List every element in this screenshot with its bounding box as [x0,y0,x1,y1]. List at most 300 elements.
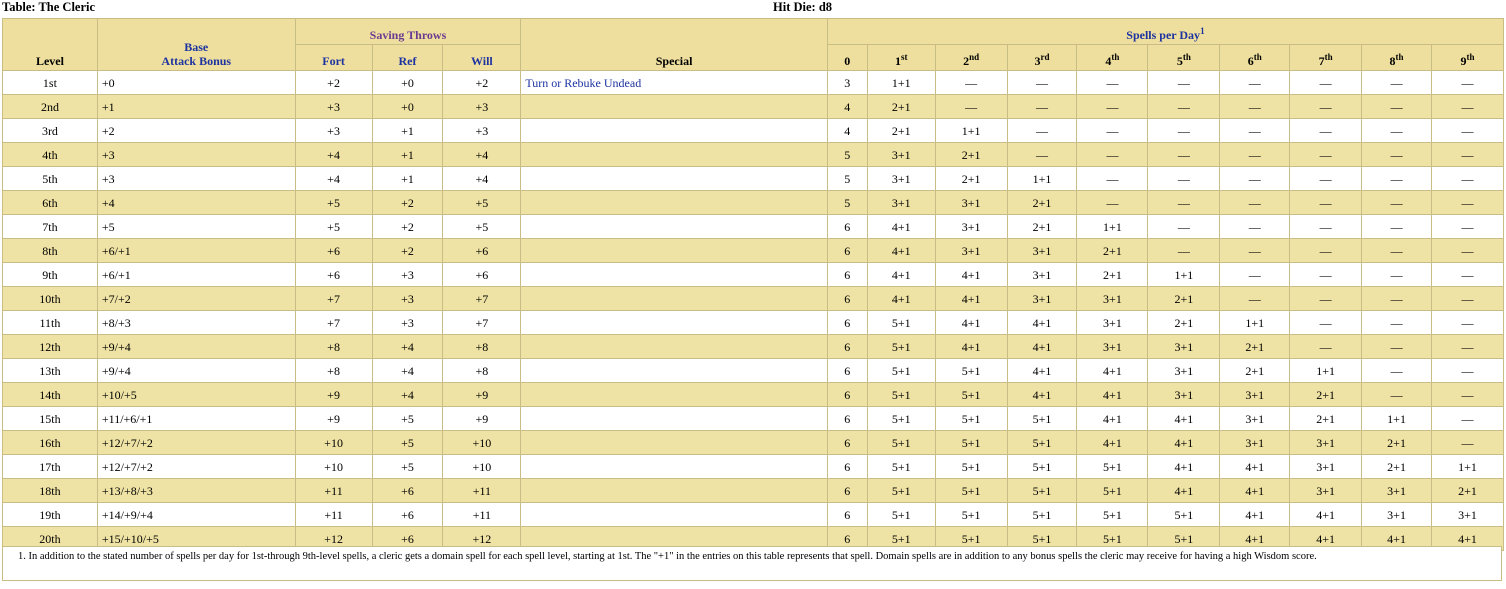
cell-spells-level-7: — [1290,263,1362,287]
table-row [3,263,1504,287]
header-spell-level-2 [935,45,1007,71]
cell-level: 13th [3,359,98,383]
cell-spells-level-4: 2+1 [1077,239,1148,263]
spell-level-ordinal: th [1111,52,1120,62]
cell-spells-level-1: 5+1 [867,407,935,431]
cell-level: 15th [3,407,98,431]
cell-spells-level-4: 3+1 [1077,287,1148,311]
cell-fort: +6 [295,239,372,263]
cell-ref: +5 [372,455,443,479]
cell-fort: +8 [295,335,372,359]
spell-level-number: 5 [1176,54,1183,68]
cell-ref: +4 [372,383,443,407]
cell-spells-level-7: 4+1 [1290,527,1362,551]
table-row [3,143,1504,167]
cell-spells-level-7: — [1290,215,1362,239]
cell-spells-level-1: 3+1 [867,143,935,167]
cell-fort: +12 [295,527,372,551]
cell-spells-level-9: 4+1 [1432,527,1504,551]
cell-spells-level-4: 1+1 [1077,215,1148,239]
cell-spells-level-3: 5+1 [1007,455,1077,479]
cell-special [521,239,828,263]
cell-ref: +3 [372,287,443,311]
cell-spells-level-5: 4+1 [1148,431,1220,455]
cell-spells-level-7: — [1290,311,1362,335]
header-spells-per-day[interactable] [827,19,1503,45]
spell-level-number: 4 [1105,54,1112,68]
cell-spells-level-5: — [1148,167,1220,191]
spell-level-ordinal: th [1182,52,1191,62]
cell-spells-level-9: — [1432,167,1504,191]
cell-will: +3 [443,95,521,119]
cell-spells-level-2: 5+1 [935,455,1007,479]
cell-fort: +10 [295,431,372,455]
cell-spells-level-0: 3 [827,71,867,95]
cell-will: +9 [443,383,521,407]
header-spell-level-1 [867,45,935,71]
header-bab-line1: Base [184,40,209,54]
cell-fort: +10 [295,455,372,479]
cell-spells-level-9: — [1432,383,1504,407]
cell-level: 4th [3,143,98,167]
cell-will: +5 [443,191,521,215]
cell-spells-level-5: 4+1 [1148,479,1220,503]
cell-will: +8 [443,359,521,383]
cell-spells-level-0: 6 [827,431,867,455]
cell-spells-level-8: 2+1 [1362,431,1432,455]
cell-spells-level-3: 5+1 [1007,503,1077,527]
cell-bab: +2 [97,119,295,143]
cell-ref: +5 [372,407,443,431]
cell-spells-level-4: 2+1 [1077,263,1148,287]
cell-spells-level-5: 4+1 [1148,407,1220,431]
cell-spells-level-5: — [1148,71,1220,95]
table-row [3,95,1504,119]
cell-spells-level-9: 3+1 [1432,503,1504,527]
spell-level-number: 1 [894,54,901,68]
cell-spells-level-5: — [1148,215,1220,239]
table-row [3,191,1504,215]
cell-fort: +3 [295,119,372,143]
cell-spells-level-3: 5+1 [1007,479,1077,503]
cell-spells-level-4: 4+1 [1077,383,1148,407]
cell-spells-level-6: — [1220,191,1290,215]
cell-spells-level-1: 4+1 [867,263,935,287]
cell-spells-level-7: — [1290,191,1362,215]
cell-spells-level-0: 4 [827,119,867,143]
cell-special [521,143,828,167]
cell-spells-level-5: 4+1 [1148,455,1220,479]
cell-bab: +5 [97,215,295,239]
cell-spells-level-3: — [1007,95,1077,119]
cell-spells-level-1: 5+1 [867,527,935,551]
cell-spells-level-2: 5+1 [935,479,1007,503]
cell-special[interactable]: Turn or Rebuke Undead [521,71,828,95]
cell-bab: +3 [97,143,295,167]
cell-will: +6 [443,263,521,287]
cell-spells-level-3: 4+1 [1007,335,1077,359]
cell-spells-level-4: 3+1 [1077,335,1148,359]
cell-spells-level-5: — [1148,143,1220,167]
cell-level: 8th [3,239,98,263]
cell-spells-level-1: 4+1 [867,287,935,311]
cell-bab: +3 [97,167,295,191]
cell-spells-level-2: 4+1 [935,263,1007,287]
table-row [3,383,1504,407]
cell-will: +5 [443,215,521,239]
cell-bab: +6/+1 [97,239,295,263]
cell-spells-level-3: 5+1 [1007,431,1077,455]
cell-spells-level-5: — [1148,191,1220,215]
header-spell-level-3 [1007,45,1077,71]
cell-spells-level-2: 4+1 [935,311,1007,335]
cell-bab: +12/+7/+2 [97,455,295,479]
cell-spells-level-4: — [1077,119,1148,143]
header-spell-level-4 [1077,45,1148,71]
cell-spells-level-5: 5+1 [1148,527,1220,551]
header-fort[interactable]: Fort [295,45,372,71]
cell-spells-level-0: 6 [827,359,867,383]
cell-spells-level-8: 3+1 [1362,503,1432,527]
cell-spells-level-0: 6 [827,503,867,527]
cell-spells-level-3: 2+1 [1007,191,1077,215]
cell-spells-level-2: 5+1 [935,431,1007,455]
cell-ref: +0 [372,71,443,95]
cleric-table [2,18,1504,551]
cell-spells-level-5: 3+1 [1148,335,1220,359]
header-bab[interactable] [97,19,295,71]
cell-spells-level-4: — [1077,71,1148,95]
cell-spells-level-8: 4+1 [1362,527,1432,551]
cell-spells-level-4: — [1077,191,1148,215]
cell-bab: +13/+8/+3 [97,479,295,503]
cell-level: 6th [3,191,98,215]
cell-level: 2nd [3,95,98,119]
table-title: Table: The Cleric [2,0,96,14]
cell-level: 9th [3,263,98,287]
cell-bab: +0 [97,71,295,95]
cell-ref: +2 [372,215,443,239]
cell-spells-level-0: 5 [827,143,867,167]
cell-spells-level-8: — [1362,263,1432,287]
cell-will: +2 [443,71,521,95]
cell-spells-level-0: 6 [827,263,867,287]
cell-special [521,311,828,335]
cell-spells-level-8: — [1362,119,1432,143]
cell-spells-level-7: 3+1 [1290,431,1362,455]
cell-spells-level-2: 5+1 [935,503,1007,527]
cell-spells-level-0: 6 [827,383,867,407]
cell-spells-level-2: 5+1 [935,407,1007,431]
cell-ref: +4 [372,335,443,359]
cell-spells-level-9: — [1432,191,1504,215]
header-level: Level [3,19,98,71]
cell-fort: +4 [295,143,372,167]
cell-spells-level-7: — [1290,143,1362,167]
cell-spells-level-4: 5+1 [1077,527,1148,551]
cell-spells-level-3: 4+1 [1007,311,1077,335]
cell-level: 20th [3,527,98,551]
table-row [3,407,1504,431]
cell-special [521,359,828,383]
cell-bab: +14/+9/+4 [97,503,295,527]
header-spells-label: Spells per Day [1126,28,1201,42]
cell-spells-level-5: 2+1 [1148,287,1220,311]
cell-spells-level-2: 2+1 [935,143,1007,167]
cell-spells-level-4: 4+1 [1077,431,1148,455]
table-body [3,71,1504,551]
cell-spells-level-9: 2+1 [1432,479,1504,503]
spell-level-ordinal: th [1253,52,1262,62]
cell-ref: +1 [372,143,443,167]
cell-spells-level-9: — [1432,95,1504,119]
cell-level: 5th [3,167,98,191]
cell-spells-level-4: — [1077,167,1148,191]
cell-ref: +6 [372,503,443,527]
cell-level: 12th [3,335,98,359]
cell-bab: +12/+7/+2 [97,431,295,455]
cell-spells-level-4: 4+1 [1077,359,1148,383]
header-spell-level-9 [1432,45,1504,71]
cell-spells-level-6: — [1220,167,1290,191]
cell-spells-level-1: 1+1 [867,71,935,95]
cell-spells-level-4: 5+1 [1077,479,1148,503]
table-caption [0,0,1506,16]
cell-bab: +11/+6/+1 [97,407,295,431]
cell-spells-level-3: 1+1 [1007,167,1077,191]
cell-spells-level-7: 3+1 [1290,479,1362,503]
cell-spells-level-3: 5+1 [1007,407,1077,431]
cell-bab: +9/+4 [97,335,295,359]
cell-bab: +4 [97,191,295,215]
cell-spells-level-6: 2+1 [1220,359,1290,383]
cell-spells-level-5: 3+1 [1148,383,1220,407]
cell-spells-level-7: 2+1 [1290,407,1362,431]
cell-spells-level-5: 5+1 [1148,503,1220,527]
cell-spells-level-3: 3+1 [1007,287,1077,311]
cell-ref: +1 [372,167,443,191]
cell-spells-level-8: — [1362,215,1432,239]
cell-fort: +7 [295,287,372,311]
cell-spells-level-6: 4+1 [1220,479,1290,503]
cell-spells-level-2: 5+1 [935,383,1007,407]
cell-spells-level-6: 4+1 [1220,503,1290,527]
cell-spells-level-6: 4+1 [1220,455,1290,479]
cell-special [521,455,828,479]
cell-bab: +1 [97,95,295,119]
table-row [3,311,1504,335]
cell-spells-level-0: 6 [827,239,867,263]
cell-spells-level-1: 5+1 [867,503,935,527]
cell-bab: +15/+10/+5 [97,527,295,551]
spell-level-number: 8 [1389,54,1396,68]
cell-level: 10th [3,287,98,311]
cell-ref: +2 [372,239,443,263]
cell-spells-level-5: 3+1 [1148,359,1220,383]
cell-spells-level-4: 4+1 [1077,407,1148,431]
cell-spells-level-7: — [1290,119,1362,143]
cell-ref: +6 [372,479,443,503]
cell-spells-level-4: — [1077,95,1148,119]
cell-spells-level-2: 4+1 [935,287,1007,311]
cell-fort: +11 [295,479,372,503]
cell-will: +7 [443,287,521,311]
spell-level-number: 7 [1318,54,1325,68]
header-spell-level-5 [1148,45,1220,71]
cell-special [521,431,828,455]
cell-spells-level-9: — [1432,239,1504,263]
header-ref[interactable]: Ref [372,45,443,71]
cell-level: 18th [3,479,98,503]
cell-spells-level-9: — [1432,143,1504,167]
cell-spells-level-0: 4 [827,95,867,119]
table-row [3,335,1504,359]
cell-spells-level-8: 2+1 [1362,455,1432,479]
cell-ref: +4 [372,359,443,383]
cell-spells-level-9: — [1432,71,1504,95]
cell-spells-level-1: 5+1 [867,431,935,455]
cell-spells-level-3: 4+1 [1007,383,1077,407]
cell-ref: +5 [372,431,443,455]
cell-will: +10 [443,431,521,455]
cell-spells-level-6: 3+1 [1220,407,1290,431]
cell-will: +9 [443,407,521,431]
cell-will: +12 [443,527,521,551]
cell-spells-level-1: 5+1 [867,359,935,383]
cell-spells-level-0: 6 [827,479,867,503]
cell-spells-level-3: 5+1 [1007,527,1077,551]
cell-spells-level-5: 2+1 [1148,311,1220,335]
cell-ref: +0 [372,95,443,119]
cell-spells-level-1: 5+1 [867,383,935,407]
spell-level-ordinal: nd [969,52,980,62]
cell-fort: +9 [295,383,372,407]
cell-fort: +5 [295,215,372,239]
cell-spells-level-3: — [1007,119,1077,143]
cell-spells-level-1: 3+1 [867,191,935,215]
cell-spells-level-3: 3+1 [1007,239,1077,263]
spell-level-ordinal: th [1395,52,1404,62]
cell-spells-level-6: — [1220,239,1290,263]
cell-spells-level-6: — [1220,263,1290,287]
cell-fort: +5 [295,191,372,215]
cell-spells-level-2: — [935,95,1007,119]
cell-spells-level-8: — [1362,95,1432,119]
cell-spells-level-3: 4+1 [1007,359,1077,383]
table-row [3,287,1504,311]
table-row [3,119,1504,143]
hit-die: Hit Die: d8 [773,0,833,14]
cell-spells-level-9: — [1432,335,1504,359]
cell-ref: +3 [372,311,443,335]
cell-spells-level-8: — [1362,191,1432,215]
cell-spells-level-5: 1+1 [1148,263,1220,287]
table-row [3,359,1504,383]
cell-will: +10 [443,455,521,479]
cell-bab: +8/+3 [97,311,295,335]
cell-special [521,335,828,359]
cell-spells-level-1: 2+1 [867,119,935,143]
cell-spells-level-2: 3+1 [935,191,1007,215]
cell-spells-level-9: — [1432,287,1504,311]
cell-level: 11th [3,311,98,335]
cell-spells-level-3: 3+1 [1007,263,1077,287]
cell-spells-level-4: 3+1 [1077,311,1148,335]
cell-special [521,287,828,311]
cell-fort: +6 [295,263,372,287]
cell-spells-level-2: 5+1 [935,359,1007,383]
cell-fort: +2 [295,71,372,95]
cell-spells-level-8: 1+1 [1362,407,1432,431]
cell-spells-level-7: — [1290,239,1362,263]
spell-level-number: 0 [844,54,851,68]
cell-special [521,215,828,239]
cell-spells-level-6: — [1220,215,1290,239]
cell-spells-level-2: 4+1 [935,335,1007,359]
table-row [3,239,1504,263]
cell-spells-level-3: — [1007,143,1077,167]
cell-spells-level-7: 1+1 [1290,359,1362,383]
cell-spells-level-0: 6 [827,311,867,335]
table-row [3,431,1504,455]
header-saving-throws: Saving Throws [295,19,521,45]
cell-spells-level-8: — [1362,311,1432,335]
cell-spells-level-6: — [1220,119,1290,143]
cell-spells-level-2: 2+1 [935,167,1007,191]
header-row-1 [3,19,1504,45]
spell-level-ordinal: th [1324,52,1333,62]
cell-spells-level-6: — [1220,143,1290,167]
cell-spells-level-9: — [1432,119,1504,143]
cell-special [521,119,828,143]
cell-spells-level-2: — [935,71,1007,95]
cell-spells-level-8: — [1362,335,1432,359]
cell-special [521,167,828,191]
cell-spells-level-6: 3+1 [1220,383,1290,407]
cell-spells-level-1: 5+1 [867,335,935,359]
cell-spells-level-8: — [1362,287,1432,311]
cell-spells-level-6: — [1220,287,1290,311]
cell-special [521,479,828,503]
cell-spells-level-9: — [1432,311,1504,335]
cell-spells-level-8: — [1362,239,1432,263]
cell-spells-level-1: 2+1 [867,95,935,119]
cell-level: 14th [3,383,98,407]
cell-spells-level-2: 5+1 [935,527,1007,551]
cell-level: 19th [3,503,98,527]
cell-spells-level-6: 4+1 [1220,527,1290,551]
cell-special [521,383,828,407]
cell-bab: +9/+4 [97,359,295,383]
cell-level: 3rd [3,119,98,143]
cell-spells-level-7: — [1290,287,1362,311]
cell-spells-level-9: — [1432,407,1504,431]
header-will[interactable]: Will [443,45,521,71]
footnote: 1. In addition to the stated number of spells per day for 1st-through 9th-level spells, a cleric gets a domain spell for each spell level, starting at 1st. The "+1" in the entries on this table represents that spell. Domain spells are in addition to any bonus spells the cleric may receive for having a high Wisdom score. [2,546,1502,581]
cell-spells-level-0: 6 [827,287,867,311]
cell-fort: +3 [295,95,372,119]
cell-will: +4 [443,167,521,191]
cell-spells-level-0: 6 [827,455,867,479]
cell-fort: +9 [295,407,372,431]
cell-spells-level-9: — [1432,215,1504,239]
cell-special [521,95,828,119]
cell-ref: +2 [372,191,443,215]
cell-spells-level-8: — [1362,359,1432,383]
cell-spells-level-8: 3+1 [1362,479,1432,503]
table-row [3,455,1504,479]
cell-spells-level-6: 1+1 [1220,311,1290,335]
